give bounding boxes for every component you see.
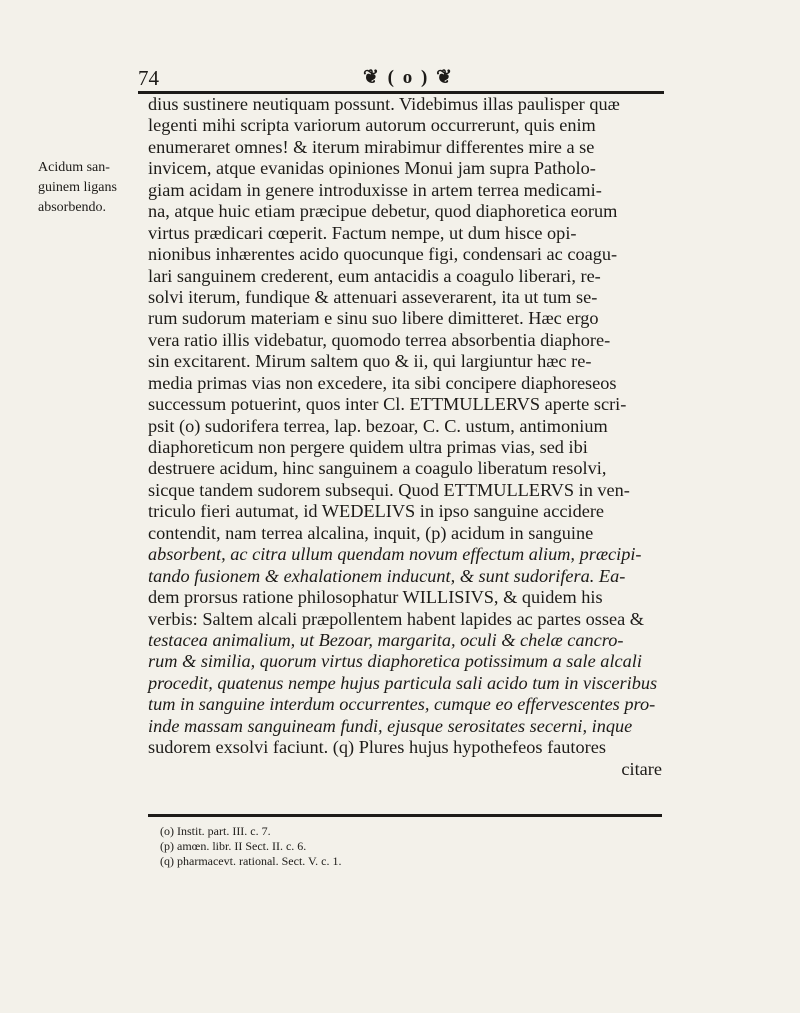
text-line: rum sudorum materiam e sinu suo libere dimitteret. Hæc ergo [148, 308, 599, 329]
text-line: diaphoreticum non pergere quidem ultra primas vias, sed ibi [148, 437, 588, 457]
text-line: solvi iterum, fundique & attenuari asseverarent, ita ut tum se- [148, 286, 598, 307]
margin-note-line: Acidum san- [38, 160, 110, 175]
text-line: triculo fieri autumat, id WEDELIVS in ipso sanguine accidere [148, 501, 605, 522]
text-line: dius sustinere neutiquam possunt. Videbimus illas paulisper quæ [148, 94, 620, 114]
text-line-italic: absorbent, ac citra ullum quendam novum effectum alium, præcipi- [148, 544, 642, 565]
text-line: virtus prædicari cœperit. Factum nempe, ut dum hisce opi- [148, 222, 577, 243]
text-line: destruere acidum, hinc sanguinem a coagulo liberatum resolvi, [148, 458, 607, 479]
text-line-italic: rum & similia, quorum virtus diaphoretica potissimum a sale alcali [148, 651, 642, 672]
text-line-italic: tando fusionem & exhalationem inducunt, & sunt sudorifera. Ea- [148, 565, 626, 586]
text-line-italic: procedit, quatenus nempe hujus particula sali acido tum in visceribus [148, 672, 658, 693]
text-line: sudorem exsolvi faciunt. (q) Plures hujus hypothefeos fautores [148, 737, 606, 758]
text-line: dem prorsus ratione philosophatur WILLISIVS, & quidem his [148, 587, 603, 608]
page-header [138, 66, 664, 90]
text-line: na, atque huic etiam præcipue debetur, quod diaphoretica eorum [148, 201, 618, 222]
margin-note-line: guinem ligans [38, 180, 117, 195]
text-line: giam acidam in genere introduxisse in artem terrea medicami- [148, 179, 602, 200]
text-line: nionibus inhærentes acido quocunque figi, condensari ac coagu- [148, 244, 618, 265]
text-line-italic: inde massam sanguineam fundi, ejusque serositates secerni, inque [148, 715, 633, 736]
margin-note [38, 158, 148, 218]
footnote: (q) pharmacevt. rational. Sect. V. c. 1. [160, 854, 342, 868]
text-line: invicem, atque evanidas opiniones Monui jam supra Patholo- [148, 158, 596, 179]
text-line: vera ratio illis videbatur, quomodo terrea absorbentia diaphore- [148, 329, 611, 350]
footnote-rule [148, 814, 662, 817]
text-line: sicque tandem sudorem subsequi. Quod ETTMULLERVS in ven- [148, 479, 630, 500]
footnote: (p) amœn. libr. II Sect. II. c. 6. [160, 839, 307, 853]
text-line-italic: tum in sanguine interdum occurrentes, cumque eo effervescentes pro- [148, 694, 656, 715]
text-line: psit (o) sudorifera terrea, lap. bezoar, C. C. ustum, antimonium [148, 415, 608, 436]
footnotes [160, 824, 660, 869]
text-line: contendit, nam terrea alcalina, inquit, (p) acidum in sanguine [148, 522, 594, 543]
text-line: legenti mihi scripta variorum autorum occurrerunt, quis enim [148, 115, 596, 136]
margin-note-line: absorbendo. [38, 200, 107, 215]
footnote: (o) Instit. part. III. c. 7. [160, 824, 271, 838]
catchword: citare [621, 758, 662, 779]
text-line: lari sanguinem crederent, eum antacidis a coagulo liberari, re- [148, 265, 601, 286]
body-text [148, 94, 662, 780]
text-line: sin excitarent. Mirum saltem quo & ii, qui largiuntur hæc re- [148, 351, 592, 372]
running-head-ornament: ❦ ( o ) ❦ [363, 67, 454, 88]
text-line: successum potuerint, quos inter Cl. ETTMULLERVS aperte scri- [148, 394, 627, 415]
page-number: 74 [138, 66, 159, 90]
text-line: media primas vias non excedere, ita sibi concipere diaphoreseos [148, 372, 617, 393]
text-line-italic: testacea animalium, ut Bezoar, margarita, oculi & chelæ cancro- [148, 629, 624, 650]
text-line: verbis: Saltem alcali præpollentem habent lapides ac partes ossea & [148, 608, 644, 629]
text-line: enumeraret omnes! & iterum mirabimur differentes mire a se [148, 136, 595, 157]
